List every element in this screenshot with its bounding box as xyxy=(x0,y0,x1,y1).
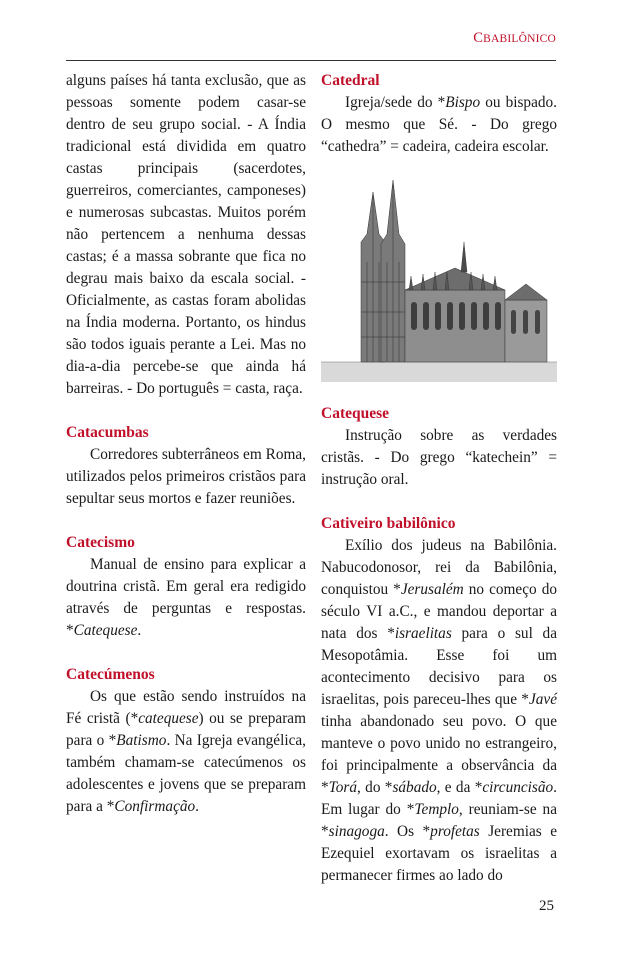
text-span: . Na Igreja evangélica, também chamam-se catecúmenos os adolescentes e jovens que se preparam para a * xyxy=(66,732,306,815)
continuation-paragraph: alguns países há tanta exclusão, que as pessoas somente podem casar-se dentro de seu grupo social. - A Índia tradicional está dividida em quatro castas principais (sacerdotes, guerreiros, comerciantes, camponeses) e numerosas subcastas. Muitos porém não pertencem a nenhuma dessas castas; é a massa sobrante que fica no degrau mais baixo da escala social. - Oficialmente, as castas foram abolidas na Índia moderna. Portanto, os hindus são todos iguais perante a Lei. Mas no dia-a-dia percebe-se que ainda há barreiras. - Do português = casta, raça. xyxy=(66,72,306,397)
text-span: . Em lugar do * xyxy=(321,779,557,818)
cathedral-illustration xyxy=(321,172,557,382)
cross-reference: israelitas xyxy=(394,625,452,642)
cross-reference: Confirmação xyxy=(114,798,196,815)
header-title-rest: BABILÔNICO xyxy=(483,33,556,45)
entry-title-catecumenos: Catecúmenos xyxy=(66,666,155,683)
entry-text-catedral xyxy=(321,92,557,158)
running-header xyxy=(473,30,556,47)
text-span: Os que estão sendo instruídos na Fé cristã (* xyxy=(66,688,306,727)
header-rule xyxy=(66,60,556,61)
cross-reference: Jerusalém xyxy=(400,581,464,598)
entry-text-catacumbas: Corredores subterrâneos em Roma, utilizados pelos primeiros cristãos para sepultar seus mortos e fazer reuniões. xyxy=(66,446,306,507)
text-span: ou bispado. O mesmo que Sé. - Do grego “cathedra” = cadeira, cadeira escolar. xyxy=(321,94,557,155)
text-span: . xyxy=(137,622,142,639)
entry-title-cativeiro-babilonico: Cativeiro babilônico xyxy=(321,515,456,532)
text-span: Igreja/sede do * xyxy=(345,94,446,111)
header-initial: C xyxy=(473,30,484,46)
entry-title-catedral: Catedral xyxy=(321,72,380,89)
cross-reference: Javé xyxy=(528,691,557,708)
text-span: para o sul da Mesopotâmia. Esse foi um acontecimento decisivo para os israelitas, pois pareceu-lhes que * xyxy=(321,625,557,708)
text-span: , reuniam-se na * xyxy=(321,801,557,840)
text-span: . xyxy=(195,798,199,815)
cross-reference: Bispo xyxy=(445,94,481,111)
cross-reference: catequese xyxy=(138,710,199,727)
entry-title-catecismo: Catecismo xyxy=(66,534,135,551)
text-span: tinha abandonado seu povo. O que manteve o povo unido no estrangeiro, foi principalmente a observância da * xyxy=(321,713,557,796)
text-span: Exílio dos judeus na Babilônia. Nabucodonosor, rei da Babilônia, conquistou * xyxy=(321,537,557,598)
entry-text-cativeiro-babilonico xyxy=(321,535,557,887)
cross-reference: sinagoga xyxy=(328,823,385,840)
text-span: , do * xyxy=(357,779,393,796)
entry-title-catacumbas: Catacumbas xyxy=(66,424,149,441)
text-span: Manual de ensino para explicar a doutrina cristã. Em geral era redigido através de perguntas e respostas. * xyxy=(66,556,306,639)
text-span: Jeremias e Ezequiel exortavam os israelitas a permanecer firmes ao lado do xyxy=(321,823,557,884)
entry-text-catequese: Instrução sobre as verdades cristãs. - Do grego “katechein” = instrução oral. xyxy=(321,427,557,488)
text-span: ) ou se preparam para o * xyxy=(66,710,306,749)
cross-reference: profetas xyxy=(430,823,480,840)
cross-reference: circuncisão xyxy=(482,779,554,796)
cross-reference: Catequese xyxy=(73,622,138,639)
text-span: no começo do século VI a.C., e mandou deportar a nata dos * xyxy=(321,581,557,642)
page-number: 25 xyxy=(539,898,554,914)
cross-reference: Templo xyxy=(414,801,459,818)
text-span: , e da * xyxy=(436,779,483,796)
text-span: . Os * xyxy=(384,823,431,840)
cross-reference: sábado xyxy=(392,779,437,796)
cross-reference: Torá xyxy=(328,779,358,796)
entry-text-catecumenos xyxy=(66,686,306,818)
right-column xyxy=(321,70,557,887)
cross-reference: Batismo xyxy=(116,732,167,749)
entry-title-catequese: Catequese xyxy=(321,405,390,422)
left-column xyxy=(66,70,306,818)
entry-text-catecismo xyxy=(66,554,306,642)
